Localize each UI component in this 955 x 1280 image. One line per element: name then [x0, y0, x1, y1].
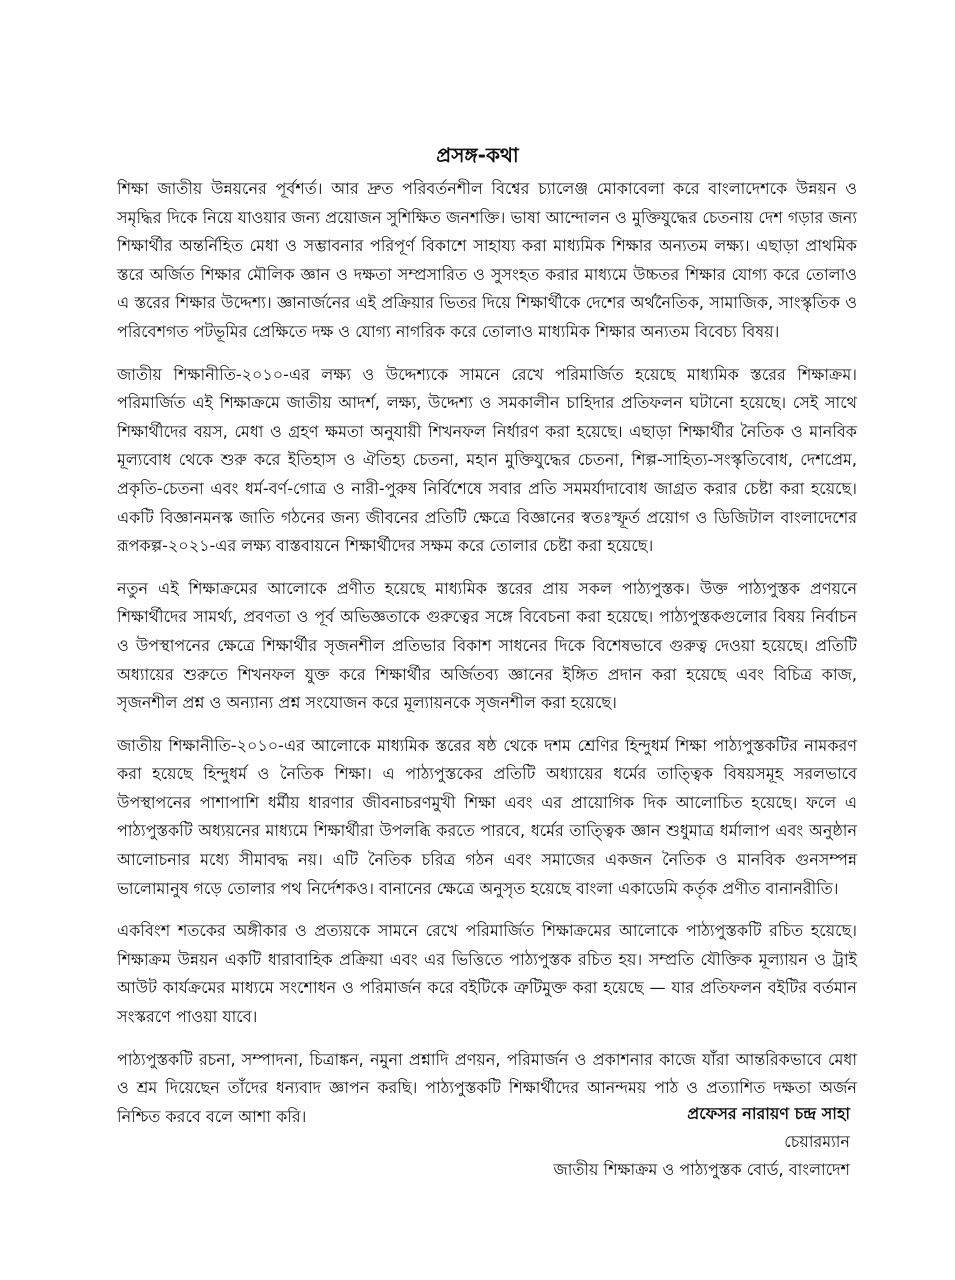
paragraph-1: শিক্ষা জাতীয় উন্নয়নের পূর্বশর্ত। আর দ্রুত পরিবর্তনশীল বিশ্বের চ্যালেঞ্জ মোকাবেলা করে বাংলাদেশকে উন্নয়ন ও সমৃদ্ধির দিকে নিয়ে যাওয়ার জন্য প্রয়োজন সুশিক্ষিত জনশক্তি। ভাষা আন্দোলন ও মুক্তিযুদ্ধের চেতনায় দেশ গড়ার জন্য শিক্ষার্থীর অন্তর্নিহিত মেধা ও সম্ভাবনার পরিপূর্ণ বিকাশে সাহায্য করা মাধ্যমিক শিক্ষার অন্যতম লক্ষ্য। এছাড়া প্রাথমিক স্তরে অর্জিত শিক্ষার মৌলিক জ্ঞান ও দক্ষতা সম্প্রসারিত ও সুসংহত করার মাধ্যমে উচ্চতর শিক্ষার যোগ্য করে তোলাও এ স্তরের শিক্ষার উদ্দেশ্য। জ্ঞানার্জনের এই প্রক্রিয়ার ভিতর দিয়ে শিক্ষার্থীকে দেশের অর্থনৈতিক, সামাজিক, সাংস্কৃতিক ও পরিবেশগত পটভূমির প্রেক্ষিতে দক্ষ ও যোগ্য নাগরিক করে তোলাও মাধ্যমিক শিক্ষার অন্যতম বিবেচ্য বিষয়। — [117, 179, 857, 341]
body-text — [117, 175, 857, 1145]
paragraph-5: একবিংশ শতকের অঙ্গীকার ও প্রত্যয়কে সামনে রেখে পরিমার্জিত শিক্ষাক্রমের আলোকে পাঠ্যপুস্তকটি রচিত হয়েছে। শিক্ষাক্রম উন্নয়ন একটি ধারাবাহিক প্রক্রিয়া এবং এর ভিত্তিতে পাঠ্যপুস্তক রচিত হয়। সম্প্রতি যৌক্তিক মূল্যায়ন ও ট্রাই আউট কার্যক্রমের মাধ্যমে সংশোধন ও পরিমার্জন করে বইটিকে ত্রুটিমুক্ত করা হয়েছে — যার প্রতিফলন বইটির বর্তমান সংস্করণে পাওয়া যাবে। — [117, 921, 857, 1027]
signature-block — [480, 1100, 850, 1184]
paragraph-2: জাতীয় শিক্ষানীতি-২০১০-এর লক্ষ্য ও উদ্দেশ্যকে সামনে রেখে পরিমার্জিত হয়েছে মাধ্যমিক স্তরের শিক্ষাক্রম। পরিমার্জিত এই শিক্ষাক্রমে জাতীয় আদর্শ, লক্ষ্য, উদ্দেশ্য ও সমকালীন চাহিদার প্রতিফলন ঘটানো হয়েছে। সেই সাথে শিক্ষার্থীদের বয়স, মেধা ও গ্রহণ ক্ষমতা অনুযায়ী শিখনফল নির্ধারণ করা হয়েছে। এছাড়া শিক্ষার্থীর নৈতিক ও মানবিক মূল্যবোধ থেকে শুরু করে ইতিহাস ও ঐতিহ্য চেতনা, মহান মুক্তিযুদ্ধের চেতনা, শিল্প-সাহিত্য-সংস্কৃতিবোধ, দেশপ্রেম, প্রকৃতি-চেতনা এবং ধর্ম-বর্ণ-গোত্র ও নারী-পুরুষ নির্বিশেষে সবার প্রতি সমমর্যাদাবোধ জাগ্রত করার চেষ্টা করা হয়েছে। একটি বিজ্ঞানমনস্ক জাতি গঠনের জন্য জীবনের প্রতিটি ক্ষেত্রে বিজ্ঞানের স্বতঃস্ফূর্ত প্রয়োগ ও ডিজিটাল বাংলাদেশের রূপকল্প-২০২১-এর লক্ষ্য বাস্তবায়নে শিক্ষার্থীদের সক্ষম করে তোলার চেষ্টা করা হয়েছে। — [117, 364, 857, 556]
paragraph-4: জাতীয় শিক্ষানীতি-২০১০-এর আলোকে মাধ্যমিক স্তরের ষষ্ঠ থেকে দশম শ্রেণির হিন্দুধর্ম শিক্ষা পাঠ্যপুস্তকটির নামকরণ করা হয়েছে হিন্দুধর্ম ও নৈতিক শিক্ষা। এ পাঠ্যপুস্তকের প্রতিটি অধ্যায়ের ধর্মের তাত্ত্বিক বিষয়সমূহ সরলভাবে উপস্থাপনের পাশাপাশি ধর্মীয় ধারণার জীবনাচরণমুখী শিক্ষা এবং এর প্রায়োগিক দিক আলোচিত হয়েছে। ফলে এ পাঠ্যপুস্তকটি অধ্যয়নের মাধ্যমে শিক্ষার্থীরা উপলব্ধি করতে পারবে, ধর্মের তাত্ত্বিক জ্ঞান শুধুমাত্র ধর্মালাপ এবং অনুষ্ঠান আলোচনার মধ্যে সীমাবদ্ধ নয়। এটি নৈতিক চরিত্র গঠন এবং সমাজের একজন নৈতিক ও মানবিক গুনসম্পন্ন ভালোমানুষ গড়ে তোলার পথ নির্দেশকও। বানানের ক্ষেত্রে অনুসৃত হয়েছে বাংলা একাডেমি কর্তৃক প্রণীত বানানরীতি। — [117, 735, 857, 898]
paragraph-3: নতুন এই শিক্ষাক্রমের আলোকে প্রণীত হয়েছে মাধ্যমিক স্তরের প্রায় সকল পাঠ্যপুস্তক। উক্ত পাঠ্যপুস্তক প্রণয়নে শিক্ষার্থীদের সামর্থ্য, প্রবণতা ও পূর্ব অভিজ্ঞতাকে গুরুত্বের সঙ্গে বিবেচনা করা হয়েছে। পাঠ্যপুস্তকগুলোর বিষয় নির্বাচন ও উপস্থাপনের ক্ষেত্রে শিক্ষার্থীর সৃজনশীল প্রতিভার বিকাশ সাধনের দিকে বিশেষভাবে গুরুত্ব দেওয়া হয়েছে। প্রতিটি অধ্যায়ের শুরুতে শিখনফল যুক্ত করে শিক্ষার্থীর অর্জিতব্য জ্ঞানের ইঙ্গিত প্রদান করা হয়েছে এবং বিচিত্র কাজ, সৃজনশীল প্রশ্ন ও অন্যান্য প্রশ্ন সংযোজন করে মূল্যায়নকে সৃজনশীল করা হয়েছে। — [117, 578, 857, 713]
page-title: প্রসঙ্গ-কথা — [436, 143, 519, 167]
signatory-organization: জাতীয় শিক্ষাক্রম ও পাঠ্যপুস্তক বোর্ড, বাংলাদেশ — [553, 1160, 850, 1179]
signatory-designation: চেয়ারম্যান — [784, 1132, 850, 1151]
paragraph-6: পাঠ্যপুস্তকটি রচনা, সম্পাদনা, চিত্রাঙ্কন, নমুনা প্রশ্নাদি প্রণয়ন, পরিমার্জন ও প্রকাশনার কাজে যাঁরা আন্তরিকভাবে মেধা ও শ্রম দিয়েছেন তাঁদের ধন্যবাদ জ্ঞাপন করছি। পাঠ্যপুস্তকটি শিক্ষার্থীদের আনন্দময় পাঠ ও প্রত্যাশিত দক্ষতা অর্জন নিশ্চিত করবে বলে আশা করি। — [117, 1049, 857, 1126]
signatory-name: প্রফেসর নারায়ণ চন্দ্র সাহা — [687, 1104, 850, 1123]
